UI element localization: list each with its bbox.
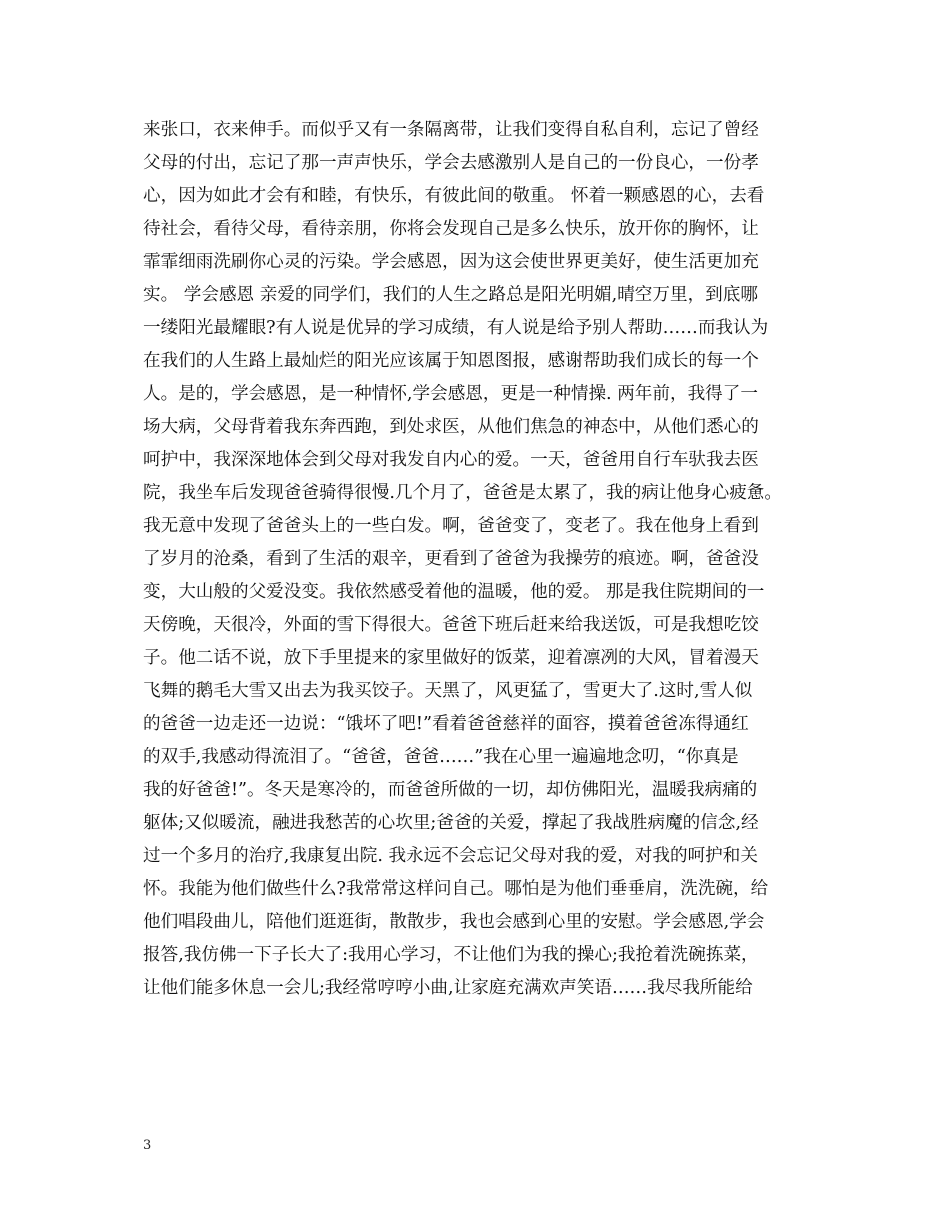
body-text bbox=[143, 114, 833, 1005]
text-line: 人。是的，学会感恩，是一种情怀,学会感恩，更是一种情操. 两年前，我得了一 bbox=[143, 384, 758, 404]
text-line: 院，我坐车后发现爸爸骑得很慢.几个月了，爸爸是太累了，我的病让他身心疲惫。 bbox=[143, 483, 782, 503]
text-line: 的双手,我感动得流泪了。“爸爸，爸爸……”我在心里一遍遍地念叨，“你真是 bbox=[143, 747, 739, 767]
text-line: 了岁月的沧桑，看到了生活的艰辛，更看到了爸爸为我操劳的痕迹。啊，爸爸没 bbox=[143, 549, 759, 569]
text-line: 在我们的人生路上最灿烂的阳光应该属于知恩图报，感谢帮助我们成长的每一个 bbox=[143, 351, 759, 371]
text-line: 呵护中，我深深地体会到父母对我发自内心的爱。一天，爸爸用自行车驮我去医 bbox=[143, 450, 759, 470]
text-line: 变，大山般的父爱没变。我依然感受着他的温暖，他的爱。 那是我住院期间的一 bbox=[143, 582, 765, 602]
text-line: 场大病，父母背着我东奔西跑，到处求医，从他们焦急的神态中，从他们悉心的 bbox=[143, 417, 759, 437]
text-line: 的爸爸一边走还一边说：“饿坏了吧!”看着爸爸慈祥的面容，摸着爸爸冻得通红 bbox=[143, 714, 749, 734]
text-line: 怀。我能为他们做些什么?我常常这样问自己。哪怕是为他们垂垂肩，洗洗碗，给 bbox=[143, 879, 769, 899]
text-line: 霏霏细雨洗刷你心灵的污染。学会感恩，因为这会使世界更美好，使生活更加充 bbox=[143, 252, 759, 272]
text-line: 子。他二话不说，放下手里提来的家里做好的饭菜，迎着凛冽的大风，冒着漫天 bbox=[143, 648, 759, 668]
text-line: 实。 学会感恩 亲爱的同学们，我们的人生之路总是阳光明媚,晴空万里，到底哪 bbox=[143, 285, 758, 305]
text-line: 飞舞的鹅毛大雪又出去为我买饺子。天黑了，风更猛了，雪更大了.这时,雪人似 bbox=[143, 681, 753, 701]
text-line: 心，因为如此才会有和睦，有快乐，有彼此间的敬重。 怀着一颗感恩的心，去看 bbox=[143, 186, 765, 206]
text-line: 我无意中发现了爸爸头上的一些白发。啊，爸爸变了，变老了。我在他身上看到 bbox=[143, 516, 759, 536]
page-number: 3 bbox=[143, 1138, 152, 1153]
text-line: 他们唱段曲儿，陪他们逛逛街，散散步，我也会感到心里的安慰。学会感恩,学会 bbox=[143, 912, 765, 932]
text-line: 躯体;又似暖流，融进我愁苦的心坎里;爸爸的关爱，撑起了我战胜病魔的信念,经 bbox=[143, 813, 759, 833]
text-line: 让他们能多休息一会儿;我经常哼哼小曲,让家庭充满欢声笑语……我尽我所能给 bbox=[143, 978, 753, 998]
text-line: 父母的付出，忘记了那一声声快乐，学会去感激别人是自己的一份良心，一份孝 bbox=[143, 153, 759, 173]
text-line: 一缕阳光最耀眼?有人说是优异的学习成绩，有人说是给予别人帮助……而我认为 bbox=[143, 318, 769, 338]
text-line: 来张口，衣来伸手。而似乎又有一条隔离带，让我们变得自私自利，忘记了曾经 bbox=[143, 120, 759, 140]
text-line: 报答,我仿佛一下子长大了:我用心学习，不让他们为我的操心;我抢着洗碗拣菜， bbox=[143, 945, 759, 965]
text-line: 天傍晚，天很冷，外面的雪下得很大。爸爸下班后赶来给我送饭，可是我想吃饺 bbox=[143, 615, 759, 635]
text-line: 过一个多月的治疗,我康复出院. 我永远不会忘记父母对我的爱，对我的呵护和关 bbox=[143, 846, 758, 866]
text-line: 待社会，看待父母，看待亲朋，你将会发现自己是多么快乐，放开你的胸怀，让 bbox=[143, 219, 759, 239]
text-line: 我的好爸爸!”。冬天是寒冷的，而爸爸所做的一切，却仿佛阳光，温暖我病痛的 bbox=[143, 780, 758, 800]
